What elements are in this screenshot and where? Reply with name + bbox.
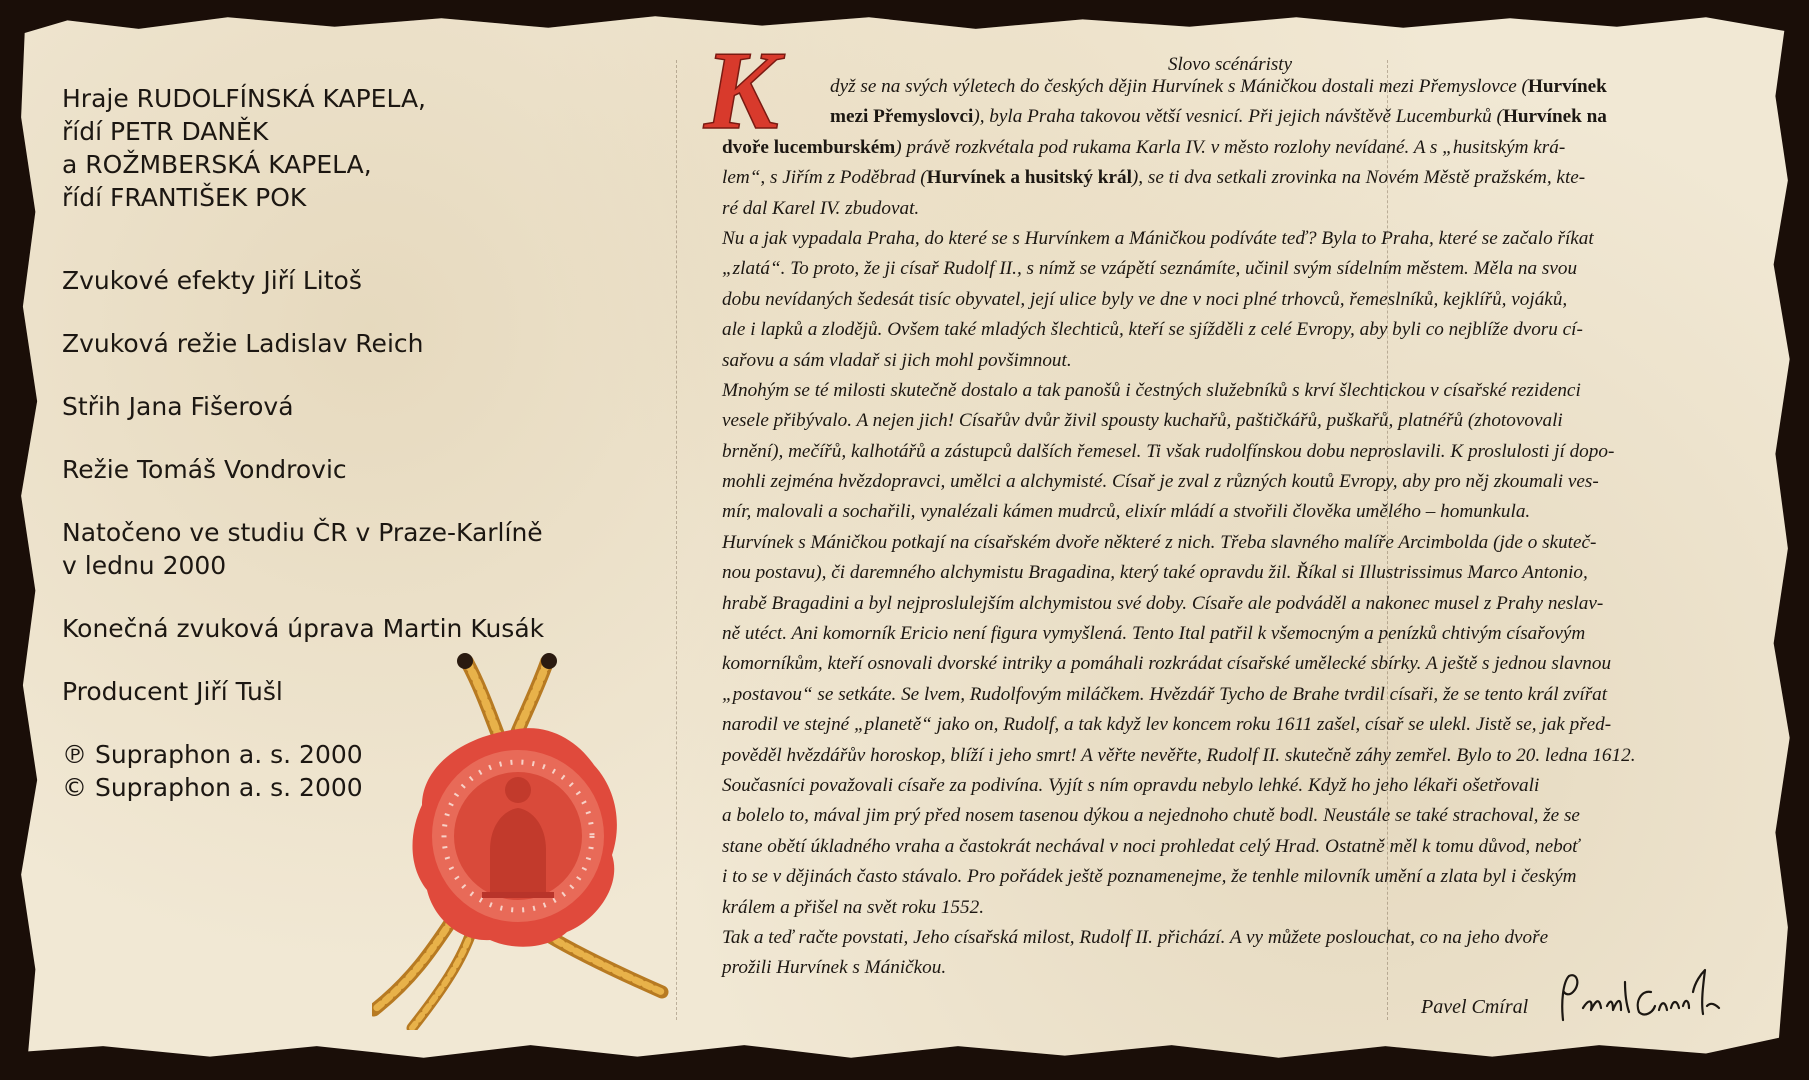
text-run: Hurvínek s Máničkou potkají na císařském dvoře některé z nich. Třeba slavného malíře Arcimbolda (jde o skuteč- [722,531,1597,553]
article-line [722,741,1760,771]
article-body [722,72,1760,984]
article-line [722,558,1760,588]
credit-line: řídí PETR DANĚK [62,117,269,146]
fold-line [676,60,677,1020]
title-reference: mezi Přemyslovci [830,106,974,128]
article-line [722,710,1760,740]
text-run: „postavou“ se setkáte. Se lvem, Rudolfovým miláčkem. Hvězdář Tycho de Brahe tvrdil císaři, že se tento král zvířat [722,683,1608,705]
text-run: mohli zejména hvězdopravci, umělci a alchymisté. Císař je zval z různých koutů Evropy, aby pro něj zkoumali ves- [722,471,1599,493]
text-run: dyž se na svých výletech do českých dějin Hurvínek s Máničkou dostali mezi Přemyslovce ( [830,76,1528,97]
article-line [722,102,1760,132]
credit-line: Zvukové efekty Jiří Litoš [62,266,362,295]
article-line [722,589,1760,619]
text-run: sařovu a sám vladař si jich mohl povšimnout. [722,349,1072,371]
direction-credit [62,453,662,486]
text-run: Nu a jak vypadala Praha, do které se s Hurvínkem a Máničkou podíváte teď? Byla to Praha, které se začalo říkat [722,227,1594,249]
title-reference: dvoře lucemburském [722,136,896,158]
credit-line: Režie Tomáš Vondrovic [62,455,347,484]
article-line [722,893,1760,923]
article-heading: Slovo scénáristy [1168,54,1293,75]
text-run: ale i lapků a zlodějů. Ovšem také mladých šlechticů, kteří se sjížděli z celé Evropy, aby byli co nejblíže dvoru cí- [722,319,1583,341]
text-run: ) právě rozkvétala pod rukama Karla IV. v město rozlohy nevídané. A s „husitským krá- [895,136,1566,158]
text-run: ), se ti dva setkali zrovinka na Novém Městě pražském, kte- [1131,167,1586,189]
article-line [722,923,1760,953]
text-run: dobu nevídaných šedesát tisíc obyvatel, její ulice byly ve dne v noci plné trhovců, řemeslníků, kejklířů, vojáků, [722,288,1568,310]
text-run: brnění), mečířů, kalhotářů a zástupců dalších řemesel. Ti však rudolfínskou dobu neproslavili. K proslulosti jí dopo- [722,440,1615,462]
band-credit [62,82,662,214]
editing-credit [62,390,662,423]
article-line [722,346,1760,376]
article-line [722,437,1760,467]
text-run: lem“, s Jiřím z Poděbrad ( [722,167,927,189]
credit-line: Hraje RUDOLFÍNSKÁ KAPELA, [62,84,427,113]
text-run: hrabě Bragadini a byl nejproslulejším alchymistou své doby. Císaře ale podváděl a nakonec musel z Prahy neslav- [722,592,1604,614]
article-line [722,285,1760,315]
text-run: ně utéct. Ani komorník Ericio není figura vymyšlená. Tento Ital patřil k všemocným a penízků chtivým císařovým [722,623,1586,645]
signature-icon [1555,962,1725,1032]
text-run: Mnohým se té milosti skutečně dostalo a tak panošů i čestných služebníků s krví šlechtickou v císařské rezidenci [722,379,1581,401]
wax-seal-icon [372,650,672,1030]
article-line [722,649,1760,679]
article-line [722,619,1760,649]
article-line [722,133,1760,163]
credit-line: řídí FRANTIŠEK POK [62,183,307,212]
article-line [722,194,1760,224]
credit-line: Zvuková režie Ladislav Reich [62,329,424,358]
text-run: Tak a teď račte povstati, Jeho císařská milost, Rudolf II. přichází. A vy můžete poslouchat, co na jeho dvoře [722,926,1549,948]
article-line [722,224,1760,254]
text-run: ), byla Praha takovou větší vesnicí. Při jejich návštěvě Lucemburků ( [973,106,1503,128]
final-mix-credit [62,612,662,645]
sound-direction-credit [62,327,662,360]
credit-line: a ROŽMBERSKÁ KAPELA, [62,150,372,179]
article-line [722,467,1760,497]
text-run: narodil ve stejné „planetě“ jako on, Rudolf, a tak když lev koncem roku 1611 zašel, císař se ulekl. Jistě se, jak před- [722,714,1612,736]
author-name: Pavel Cmíral [1421,996,1529,1018]
text-run: prožili Hurvínek s Máničkou. [722,957,947,979]
credit-line: Producent Jiří Tušl [62,677,283,706]
article-line [722,254,1760,284]
text-run: nou postavu), či daremného alchymistu Bragadina, který také opravdu žil. Říkal si Illustrissimus Marco Antonio, [722,562,1588,584]
credit-line: Natočeno ve studiu ČR v Praze-Karlíně [62,518,543,547]
text-run: stane obětí úkladného vraha a častokrát nechával v noci prohledat celý Hrad. Ostatně měl k tomu důvod, neboť [722,835,1580,857]
text-run: Současníci považovali císaře za podivína. Vyjít s ním opravdu nebylo lehké. Když ho jeho lékaři ošetřovali [722,774,1540,796]
text-run: i to se v dějinách často stávalo. Pro pořádek ještě poznamenejme, že tenhle milovník umění a zlata byl i českým [722,866,1577,888]
credit-line: Konečná zvuková úprava Martin Kusák [62,614,545,643]
article-line [722,528,1760,558]
article-line [722,376,1760,406]
article-line [722,832,1760,862]
text-run: a bolelo to, mával jim prý před nosem tasenou dýkou a nejednoho chutě bodl. Neustále se také strachoval, že se [722,805,1580,827]
text-run: „zlatá“. To proto, že ji císař Rudolf II., s nímž se vzápětí seznámíte, učinil svým sídelním městem. Měla na svou [722,258,1578,280]
title-reference: Hurvínek [1527,76,1607,97]
text-run: ré dal Karel IV. zbudovat. [722,197,920,219]
text-run: mír, malovali a sochařili, vynalézali kámen mudrců, elixír mládí a stvořili člověka umělého – homunkula. [722,501,1531,523]
dropcap-glyph: K [704,32,779,142]
copyright-notice: © Supraphon a. s. 2000 [62,773,363,802]
article-line [722,771,1760,801]
article-line [722,163,1760,193]
article-line [722,680,1760,710]
phonogram-notice: ℗ Supraphon a. s. 2000 [62,740,363,769]
article-line [722,72,1760,102]
title-reference: Hurvínek na [1502,106,1607,128]
article-line [722,315,1760,345]
article-line [722,801,1760,831]
credit-line: Střih Jana Fišerová [62,392,294,421]
article-line [722,862,1760,892]
recording-credit [62,516,662,582]
effects-credit [62,264,662,297]
article-line [722,406,1760,436]
credit-line: v lednu 2000 [62,551,227,580]
text-run: králem a přišel na svět roku 1552. [722,896,985,918]
article-line [722,497,1760,527]
text-run: vesele přibývalo. A nejen jich! Císařův dvůr živil spousty kuchařů, paštičkářů, puškařů, platnéřů (zhotovovali [722,410,1563,432]
text-run: pověděl hvězdářův horoskop, blíží i jeho smrt! A věřte nevěřte, Rudolf II. skutečně záhy zemřel. Bylo to 20. ledna 1612. [722,744,1636,766]
title-reference: Hurvínek a husitský král [926,167,1132,189]
text-run: komorníkům, kteří osnovali dvorské intriky a pomáhali rozkrádat císařské umělecké sbírky. A ještě s jednou slavnou [722,653,1612,675]
